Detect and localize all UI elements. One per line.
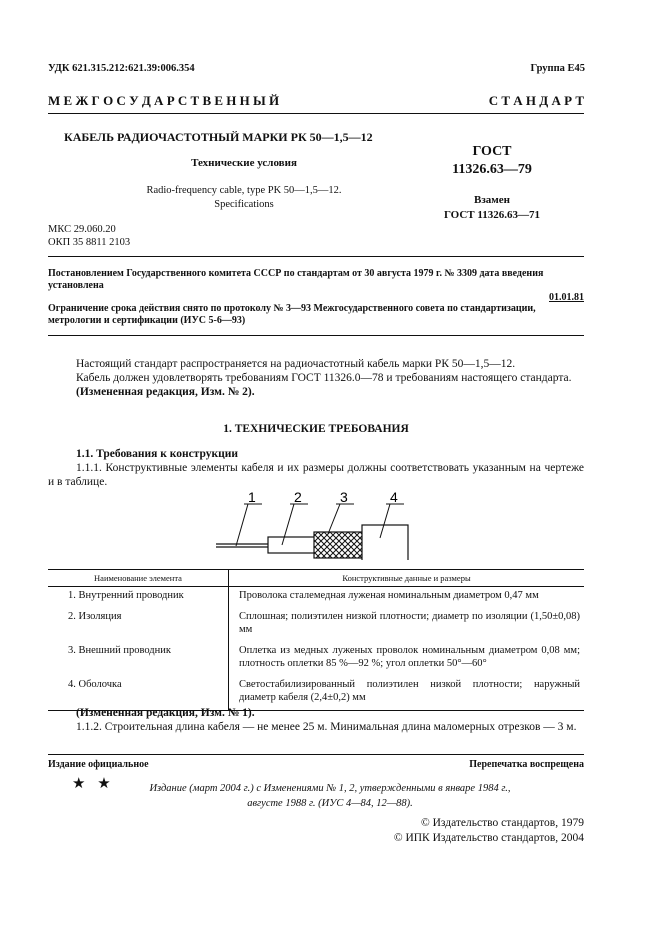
group-code: Группа Е45 bbox=[530, 63, 585, 74]
row-element-name: 1. Внутренний проводник bbox=[48, 587, 229, 609]
okp-code: ОКП 35 8811 2103 bbox=[48, 237, 131, 248]
intro-section bbox=[48, 357, 584, 399]
header-rule bbox=[48, 113, 584, 114]
replaces-block bbox=[432, 193, 552, 223]
copyright-2004: © ИПК Издательство стандартов, 2004 bbox=[393, 832, 584, 844]
mks-code: МКС 29.060.20 bbox=[48, 224, 116, 235]
subsection-heading: 1.1. Требования к конструкции bbox=[76, 448, 238, 460]
gost-designation bbox=[432, 143, 552, 179]
gost-label: ГОСТ bbox=[472, 144, 512, 159]
jacket-shape bbox=[362, 525, 408, 560]
header-construction-data: Конструктивные данные и размеры bbox=[229, 570, 585, 587]
banner-word-standard: С Т А Н Д А Р Т bbox=[488, 93, 584, 108]
insulation-shape bbox=[268, 537, 318, 553]
edition-line-2: августе 1988 г. (ИУС 4—84, 12—88). bbox=[247, 798, 413, 809]
table-amendment: (Измененная редакция, Изм. № 1). bbox=[76, 707, 255, 719]
document-subtitle: Технические условия bbox=[191, 157, 297, 169]
gost-number: 11326.63—79 bbox=[452, 162, 532, 177]
udk-code: УДК 621.315.212:621.39:006.354 bbox=[48, 63, 195, 74]
title-rule bbox=[48, 256, 584, 257]
edition-line-1: Издание (март 2004 г.) с Изменениями № 1, 2, утвержденными в январе 1984 г., bbox=[149, 783, 511, 794]
english-title bbox=[64, 184, 424, 212]
intro-amendment: (Измененная редакция, Изм. № 2). bbox=[76, 386, 255, 398]
row-element-data: Проволока сталемедная луженая номинальным диаметром 0,47 мм bbox=[239, 590, 539, 601]
replaces-value: ГОСТ 11326.63—71 bbox=[443, 209, 541, 221]
stars-mark: ★ ★ bbox=[72, 776, 115, 792]
english-title-line2: Specifications bbox=[214, 199, 274, 210]
standard-banner bbox=[48, 93, 584, 109]
decree-text: Постановлением Государственного комитета СССР по стандартам от 30 августа 1979 г. № 3309 дата введения установлена bbox=[48, 268, 544, 291]
table-row bbox=[48, 608, 584, 642]
document-title: КАБЕЛЬ РАДИОЧАСТОТНЫЙ МАРКИ РК 50—1,5—12 bbox=[64, 130, 373, 144]
leader-3 bbox=[328, 504, 340, 534]
limitation-text: Ограничение срока действия снято по протоколу № 3—93 Межгосударственного совета по стандартизации, метрологии и сертификации (ИУС 5-6—93) bbox=[48, 303, 536, 326]
after-table-section bbox=[48, 706, 584, 734]
classification-codes bbox=[48, 223, 130, 249]
replaces-label: Взамен bbox=[474, 194, 510, 206]
official-edition-label: Издание официальное bbox=[48, 759, 149, 770]
banner-word-interstate: М Е Ж Г О С У Д А Р С Т В Е Н Н Ы Й bbox=[48, 93, 280, 108]
leader-1 bbox=[236, 504, 248, 546]
reprint-prohibited-label: Перепечатка воспрещена bbox=[469, 759, 584, 770]
footer-rule bbox=[48, 754, 584, 755]
decree-rule bbox=[48, 335, 584, 336]
header-element-name: Наименование элемента bbox=[48, 570, 229, 587]
section-heading: 1. ТЕХНИЧЕСКИЕ ТРЕБОВАНИЯ bbox=[223, 423, 409, 435]
table-row bbox=[48, 587, 584, 609]
introduction-date: 01.01.81 bbox=[549, 292, 584, 303]
paragraph-1-1-1: 1.1.1. Конструктивные элементы кабеля и их размеры должны соответствовать указанным на чертеже и в таблице. bbox=[48, 462, 584, 488]
cable-drawing bbox=[210, 490, 420, 560]
row-element-name: 3. Внешний проводник bbox=[48, 642, 229, 676]
english-title-line1: Radio-frequency cable, type PK 50—1,5—12. bbox=[146, 185, 342, 196]
row-element-data: Сплошная; полиэтилен низкой плотности; диаметр по изоляции (1,50±0,08) мм bbox=[239, 611, 580, 635]
section-1-1 bbox=[48, 447, 584, 489]
row-element-name: 4. Оболочка bbox=[48, 676, 229, 711]
copyright-1979: © Издательство стандартов, 1979 bbox=[420, 817, 584, 829]
paragraph-1-1-2: 1.1.2. Строительная длина кабеля — не менее 25 м. Минимальная длина маломерных отрезков — 3 м. bbox=[76, 721, 577, 733]
callout-3: 3 bbox=[340, 490, 348, 505]
braid-shape bbox=[314, 532, 364, 558]
row-element-data: Оплетка из медных луженых проволок номинальным диаметром 0,08 мм; плотность оплетки 85 %—92 %; угол оплетки 50°—60° bbox=[239, 645, 580, 669]
intro-paragraph-2: Кабель должен удовлетворять требованиям ГОСТ 11326.0—78 и требованиям настоящего стандарта. bbox=[76, 372, 572, 384]
table-row bbox=[48, 642, 584, 676]
callout-1: 1 bbox=[248, 490, 256, 505]
callout-4: 4 bbox=[390, 490, 398, 505]
edition-note bbox=[110, 781, 550, 811]
row-element-data: Светостабилизированный полиэтилен низкой плотности; наружный диаметр кабеля (2,4±0,2) мм bbox=[229, 676, 585, 711]
intro-paragraph-1: Настоящий стандарт распространяется на радиочастотный кабель марки РК 50—1,5—12. bbox=[76, 358, 516, 370]
row-element-name: 2. Изоляция bbox=[48, 608, 229, 642]
construction-table bbox=[48, 569, 584, 711]
table-header-row bbox=[48, 570, 584, 587]
callout-2: 2 bbox=[294, 490, 302, 505]
